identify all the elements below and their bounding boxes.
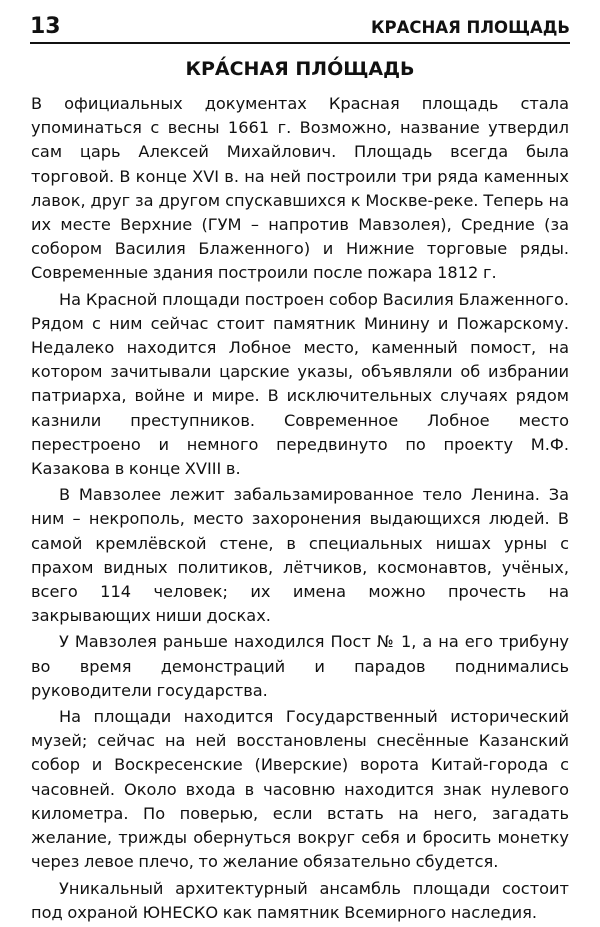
paragraph: В официальных документах Красная площадь стала упоминаться с весны 1661 г. Возможно, название утвердил сам царь Алексей Михайлович. Площадь всегда была торговой. В конце XVI в. на ней построили три ряда каменных лавок, друг за другом спускавшихся к Москве-реке. Теперь на их месте Верхние (ГУМ – напротив Мавзолея), Средние (за собором Василия Блаженного) и Нижние торговые ряды. Современные здания построили после пожара 1812 г. bbox=[31, 94, 569, 283]
paragraph: На Красной площади построен собор Василия Блаженного. Рядом с ним сейчас стоит памятник Минину и Пожарскому. Недалеко находится Лобное место, каменный помост, на котором зачитывали царские указы, объявляли об избрании патриарха, войне и мире. В исключительных случаях рядом казнили преступников. Современное Лобное место перестроено и немного передвинуто по проекту М.Ф. Казакова в конце XVIII в. bbox=[31, 289, 569, 479]
paragraph: На площади находится Государственный исторический музей; сейчас на ней восстановлены снесённые Казанский собор и Воскресенские (Иверские) ворота Китай-города с часовней. Около входа в часовню находится знак нулевого километра. По поверью, если встать на него, загадать желание, трижды обернуться вокруг себя и бросить монетку через левое плечо, то желание обязательно сбудется. bbox=[31, 707, 569, 872]
page-number: 13 bbox=[30, 14, 61, 39]
paragraph: У Мавзолея раньше находился Пост № 1, а на его трибуну во время демонстраций и парадов поднимались руководители государства. bbox=[31, 632, 569, 700]
paragraph: Уникальный архитектурный ансамбль площади состоит под охраной ЮНЕСКО как памятник Всемирного наследия. bbox=[31, 878, 569, 922]
article-title: КРА́СНАЯ ПЛО́ЩАДЬ bbox=[185, 58, 415, 80]
running-title: КРАСНАЯ ПЛОЩАДЬ bbox=[371, 18, 570, 37]
paragraph: В Мавзолее лежит забальзамированное тело Ленина. За ним – некрополь, место захоронения выдающихся людей. В самой кремлёвской стене, в специальных нишах урны с прахом видных политиков, лётчиков, космонавтов, учёных, всего 114 человек; их имена можно прочесть на закрывающих ниши досках. bbox=[31, 485, 569, 626]
article-body bbox=[31, 92, 569, 927]
running-header bbox=[30, 12, 570, 44]
